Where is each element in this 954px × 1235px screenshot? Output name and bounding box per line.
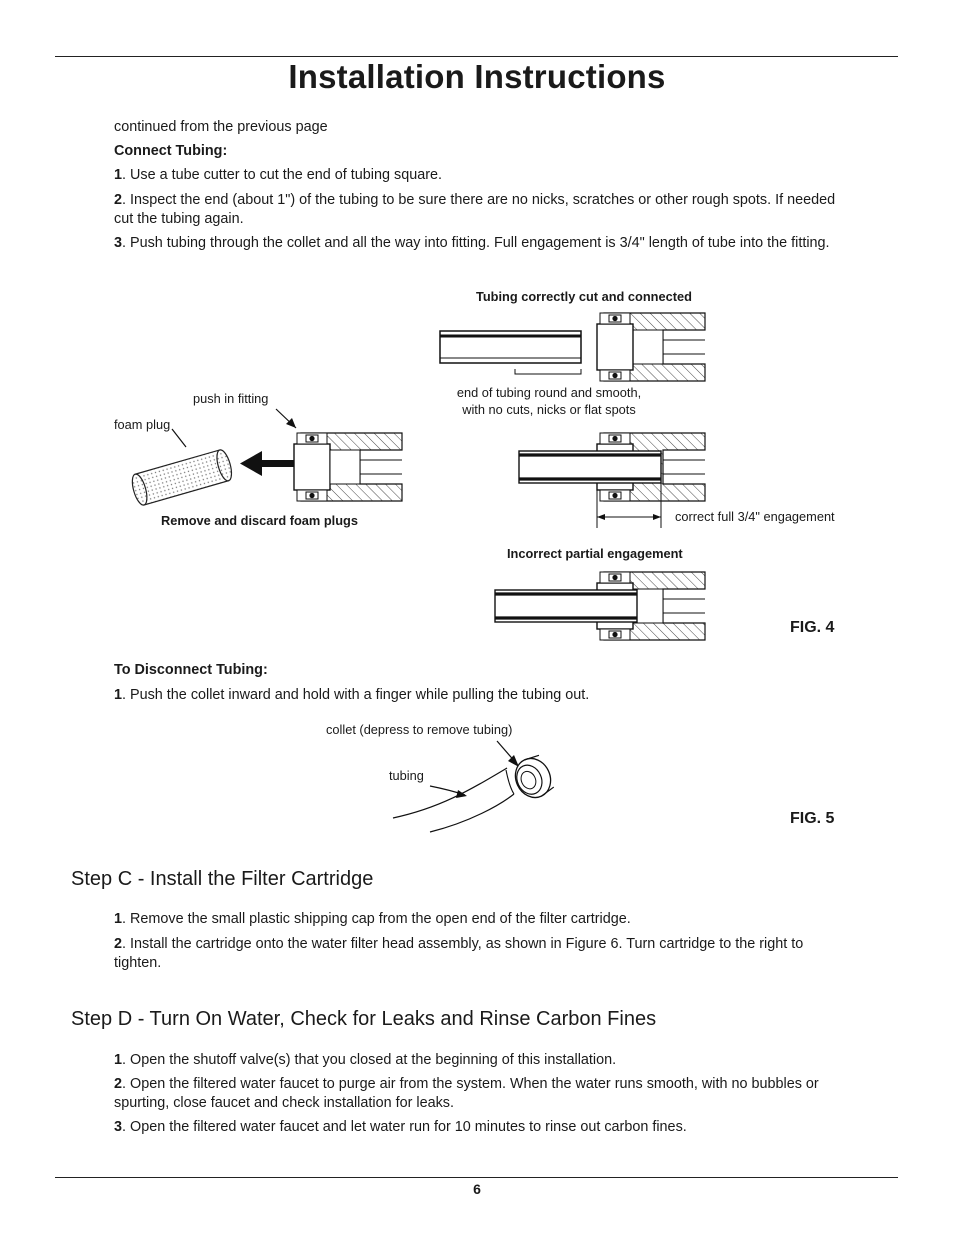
step-number: 3 bbox=[114, 1119, 123, 1135]
step-text: . Inspect the end (about 1") of the tubing to be sure there are no nicks, scratches or other rough spots. If needed cut the tubing again. bbox=[114, 192, 836, 227]
end-bracket bbox=[515, 369, 581, 374]
collet bbox=[597, 324, 633, 370]
tubing-label: tubing bbox=[389, 768, 424, 783]
connect-tubing-heading: Connect Tubing: bbox=[114, 143, 228, 159]
remove-foam-plugs-caption: Remove and discard foam plugs bbox=[161, 513, 358, 528]
step-text: . Remove the small plastic shipping cap from the open end of the filter cartridge. bbox=[122, 911, 631, 927]
foam-plug bbox=[129, 448, 234, 506]
disconnect-heading: To Disconnect Tubing: bbox=[114, 662, 268, 678]
correct-cut-diagram bbox=[440, 313, 705, 381]
step-number: 1 bbox=[114, 911, 123, 927]
step-text: . Open the shutoff valve(s) that you closed at the beginning of this installation. bbox=[122, 1052, 617, 1068]
step-text: . Install the cartridge onto the water filter head assembly, as shown in Figure 6. Turn cartridge to the right to tighten. bbox=[114, 936, 804, 971]
collet bbox=[294, 444, 330, 490]
collet-tubing-diagram bbox=[393, 741, 557, 832]
step-number: 2 bbox=[114, 1076, 123, 1092]
step-c-heading: Step C - Install the Filter Cartridge bbox=[71, 868, 374, 890]
correct-connection-title: Tubing correctly cut and connected bbox=[476, 289, 692, 304]
step-d-heading: Step D - Turn On Water, Check for Leaks and Rinse Carbon Fines bbox=[71, 1008, 657, 1030]
step-text: . Open the filtered water faucet and let water run for 10 minutes to rinse out carbon fines. bbox=[122, 1119, 687, 1135]
step-number: 2 bbox=[114, 192, 123, 208]
step-text: . Use a tube cutter to cut the end of tubing square. bbox=[122, 167, 443, 183]
partial-engagement-diagram bbox=[495, 572, 705, 640]
end-note-line-1: end of tubing round and smooth, bbox=[456, 385, 642, 400]
collet-ring bbox=[509, 753, 557, 804]
step-number: 3 bbox=[114, 235, 123, 251]
end-note-line-2: with no cuts, nicks or flat spots bbox=[462, 401, 636, 417]
step-number: 1 bbox=[114, 1052, 123, 1068]
incorrect-engagement-title: Incorrect partial engagement bbox=[507, 546, 683, 561]
page-number: 6 bbox=[473, 1181, 481, 1197]
foam-plug-diagram bbox=[129, 409, 402, 507]
page-title: Installation Instructions bbox=[288, 58, 666, 95]
step-number: 2 bbox=[114, 936, 123, 952]
step-number: 1 bbox=[114, 687, 123, 703]
full-engagement-diagram bbox=[519, 433, 705, 528]
push-in-fitting-label: push in fitting bbox=[193, 391, 269, 406]
fig-4-label: FIG. 4 bbox=[790, 619, 835, 636]
collet-label: collet (depress to remove tubing) bbox=[326, 722, 513, 737]
step-text: . Push the collet inward and hold with a finger while pulling the tubing out. bbox=[122, 687, 590, 703]
continued-note: continued from the previous page bbox=[114, 119, 328, 135]
step-number: 1 bbox=[114, 167, 123, 183]
step-text: . Push tubing through the collet and all the way into fitting. Full engagement is 3/4" length of tube into the fitting. bbox=[122, 235, 830, 251]
full-engagement-label: correct full 3/4" engagement bbox=[675, 509, 835, 524]
foam-plug-label: foam plug bbox=[114, 417, 171, 432]
fig-5-label: FIG. 5 bbox=[790, 810, 835, 827]
step-text: . Open the filtered water faucet to purge air from the system. When the water runs smooth, with no bubbles or spurting, close faucet and check installation for leaks. bbox=[114, 1076, 819, 1111]
